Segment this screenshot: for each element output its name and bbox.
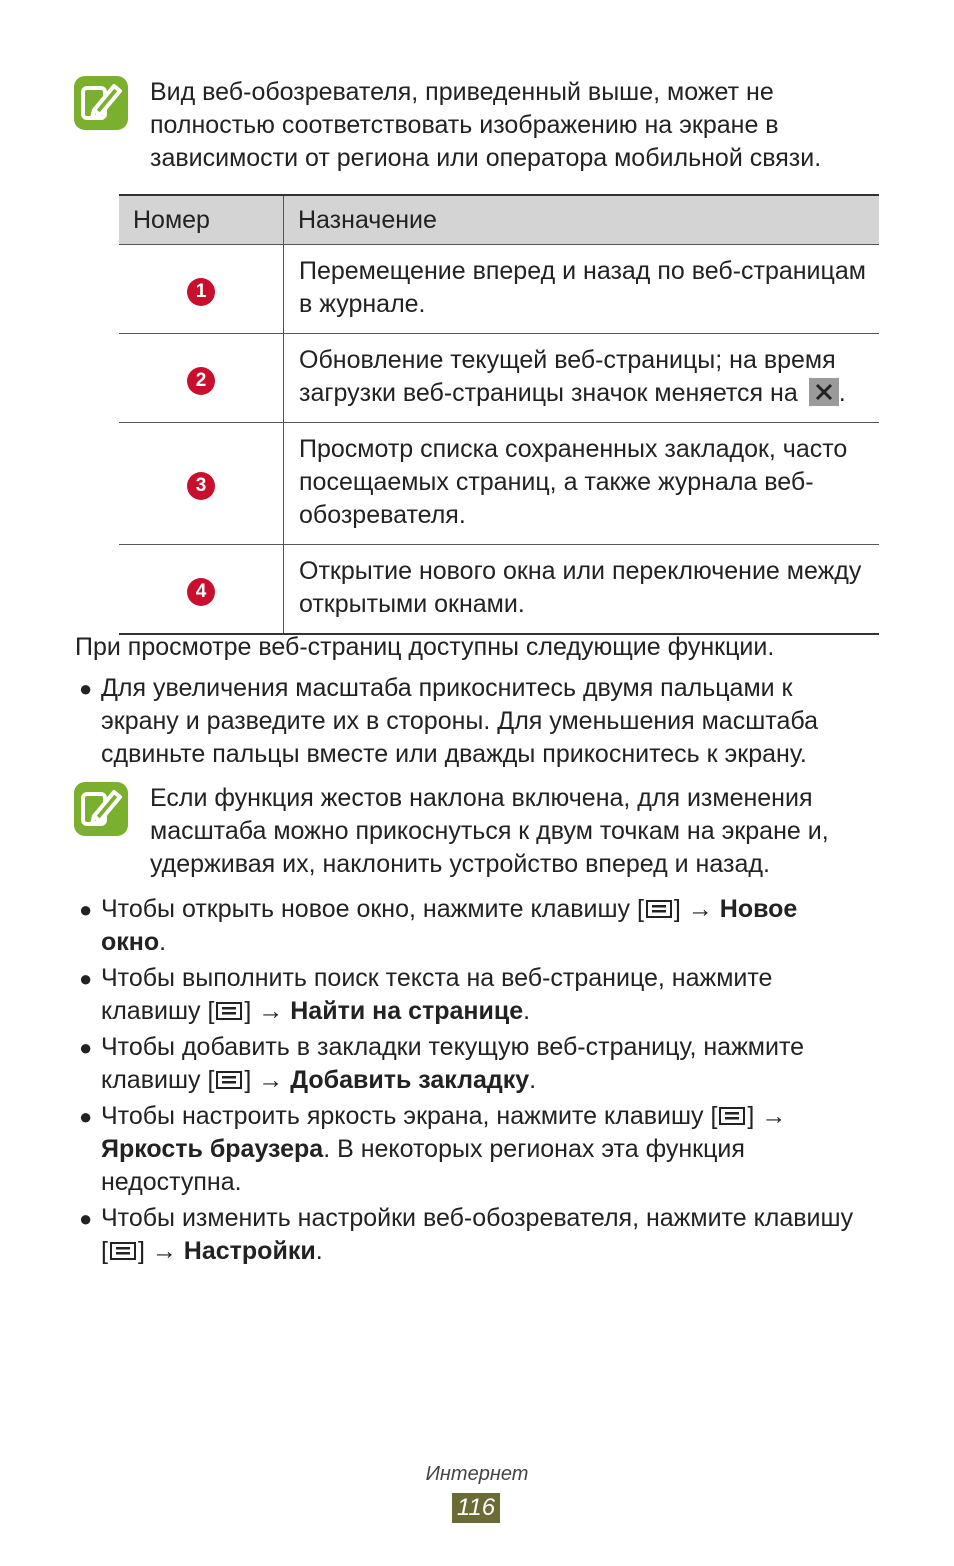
section-title: Интернет <box>425 1463 529 1485</box>
bullet-text: Чтобы выполнить поиск текста на веб-странице, нажмите клавишу [ <box>101 964 773 1025</box>
bullet-text-end: . <box>529 1066 537 1094</box>
arrow-text: ] → <box>244 1066 291 1094</box>
stop-icon <box>809 378 839 406</box>
arrow-text: ] → <box>244 997 291 1025</box>
menu-key-icon <box>216 1071 242 1089</box>
bullet-text: Чтобы открыть новое окно, нажмите клавишу [ <box>101 895 644 923</box>
arrow-text: ] → <box>137 1237 184 1265</box>
list-item <box>75 1202 865 1268</box>
menu-option: Добавить закладку <box>290 1066 530 1094</box>
table-row <box>119 545 879 635</box>
number-badge: 4 <box>187 578 215 606</box>
bullet-text-end: . <box>159 928 167 956</box>
menu-option: Яркость браузера <box>101 1135 324 1163</box>
row-description: Открытие нового окна или переключение между открытыми окнами. <box>284 545 880 635</box>
note-pencil-icon <box>74 782 128 836</box>
row-description: Перемещение вперед и назад по веб-страницам в журнале. <box>284 245 880 334</box>
menu-key-icon <box>719 1107 745 1125</box>
row-description-end: . <box>838 379 846 407</box>
header-purpose: Назначение <box>284 195 880 245</box>
list-item <box>75 893 865 959</box>
note-text: Если функция жестов наклона включена, для изменения масштаба можно прикоснуться к двум точкам на экране и, удерживая их, наклонить устройство вперед и назад. <box>150 784 829 878</box>
list-item <box>75 672 865 771</box>
arrow-text: ] → <box>747 1102 787 1130</box>
bullet-text: Для увеличения масштаба прикоснитесь двумя пальцами к экрану и разведите их в стороны. Для уменьшения масштаба сдвиньте пальцы вместе или дважды прикоснитесь к экрану. <box>101 674 818 768</box>
row-description: Обновление текущей веб-страницы; на время загрузки веб-страницы значок меняется на <box>299 346 836 407</box>
table-row <box>119 245 879 334</box>
page-number: 116 <box>452 1493 500 1523</box>
legend-table <box>119 194 879 635</box>
list-item <box>75 1100 865 1199</box>
note-pencil-icon <box>74 76 128 130</box>
number-badge: 3 <box>187 472 215 500</box>
bullet-icon: ● <box>79 676 93 701</box>
bullet-text-end: . <box>315 1237 323 1265</box>
table-row <box>119 423 879 545</box>
menu-key-icon <box>110 1242 136 1260</box>
bullet-icon: ● <box>79 1035 93 1060</box>
menu-key-icon <box>646 900 672 918</box>
menu-option: Настройки <box>183 1237 316 1265</box>
number-badge: 2 <box>187 367 215 395</box>
table-header-row <box>119 195 879 245</box>
intro-text: При просмотре веб-страниц доступны следующие функции. <box>75 633 775 661</box>
menu-option: Найти на странице <box>290 997 524 1025</box>
header-number: Номер <box>119 195 284 245</box>
note-block <box>74 76 874 175</box>
bullet-icon: ● <box>79 1206 93 1231</box>
row-description: Просмотр списка сохраненных закладок, часто посещаемых страниц, а также журнала веб-обозревателя. <box>284 423 880 545</box>
bullet-icon: ● <box>79 1104 93 1129</box>
bullet-text: Чтобы добавить в закладки текущую веб-страницу, нажмите клавишу [ <box>101 1033 805 1094</box>
bullet-text-end: . В некоторых регионах эта функция недоступна. <box>101 1135 745 1196</box>
table-row <box>119 334 879 423</box>
bullet-text: Чтобы настроить яркость экрана, нажмите клавишу [ <box>101 1102 718 1130</box>
menu-key-icon <box>216 1002 242 1020</box>
bullet-text-end: . <box>523 997 531 1025</box>
note-text: Вид веб-обозревателя, приведенный выше, может не полностью соответствовать изображению на экране в зависимости от региона или оператора мобильной связи. <box>150 78 822 172</box>
note-block <box>74 782 874 881</box>
arrow-text: ] → <box>673 895 720 923</box>
bullet-icon: ● <box>79 897 93 922</box>
menu-option: Новое окно <box>101 895 798 956</box>
list-item <box>75 962 865 1028</box>
bullet-icon: ● <box>79 966 93 991</box>
number-badge: 1 <box>187 278 215 306</box>
list-item <box>75 1031 865 1097</box>
bullet-text: Чтобы изменить настройки веб-обозревателя, нажмите клавишу [ <box>101 1204 854 1265</box>
